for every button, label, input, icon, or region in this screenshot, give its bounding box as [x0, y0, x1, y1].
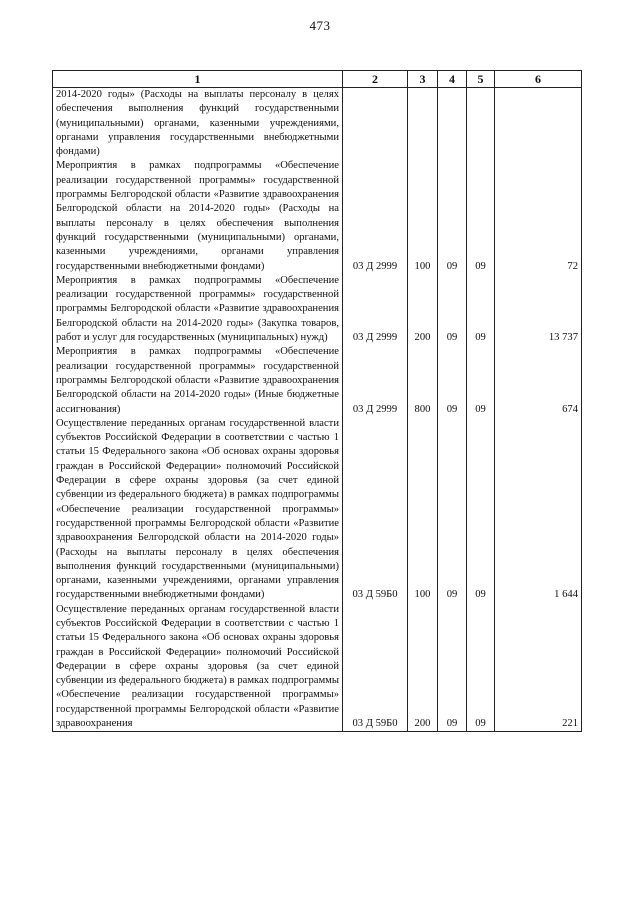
- row-subsection: 09: [467, 274, 495, 345]
- row-description: Мероприятия в рамках подпрограммы «Обеспечение реализации государственной программы» государственной программы Белгородской области «Развитие здравоохранения Белгородской области на 2014-2020 годы» (Иные бюджетные ассигнования): [53, 345, 343, 416]
- table-row: [53, 345, 582, 416]
- row-subsection: 09: [467, 603, 495, 732]
- row-code: [343, 88, 408, 160]
- column-header-3: 3: [408, 71, 438, 88]
- table-row: [53, 417, 582, 603]
- row-section: 09: [438, 417, 467, 603]
- page-number: 473: [309, 18, 331, 33]
- row-description: Осуществление переданных органам государственной власти субъектов Российской Федерации в соответствии с частью 1 статьи 15 Федерального закона «Об основах охраны здоровья граждан в Российской Федерации» полномочий Российской Федерации в сфере охраны здоровья (за счет единой субвенции из федерального бюджета) в рамках подпрограммы «Обеспечение реализации государственной программы» государственной программы Белгородской области «Развитие здравоохранения: [53, 603, 343, 732]
- row-code: 03 Д 59Б0: [343, 417, 408, 603]
- row-description: Мероприятия в рамках подпрограммы «Обеспечение реализации государственной программы» государственной программы Белгородской области «Развитие здравоохранения Белгородской области на 2014-2020 годы» (Закупка товаров, работ и услуг для государственных (муниципальных) нужд): [53, 274, 343, 345]
- table-row: [53, 274, 582, 345]
- row-expense-type: [408, 88, 438, 160]
- row-expense-type: 200: [408, 603, 438, 732]
- row-amount: 72: [495, 159, 582, 273]
- row-subsection: 09: [467, 345, 495, 416]
- column-header-5: 5: [467, 71, 495, 88]
- row-amount: 674: [495, 345, 582, 416]
- row-code: 03 Д 2999: [343, 159, 408, 273]
- row-section: 09: [438, 159, 467, 273]
- row-subsection: 09: [467, 159, 495, 273]
- row-section: 09: [438, 345, 467, 416]
- row-code: 03 Д 2999: [343, 345, 408, 416]
- column-header-4: 4: [438, 71, 467, 88]
- row-section: 09: [438, 603, 467, 732]
- row-amount: 221: [495, 603, 582, 732]
- row-expense-type: 100: [408, 417, 438, 603]
- row-amount: [495, 88, 582, 160]
- table-row: [53, 603, 582, 732]
- row-subsection: [467, 88, 495, 160]
- row-amount: 13 737: [495, 274, 582, 345]
- column-header-1: 1: [53, 71, 343, 88]
- row-code: 03 Д 59Б0: [343, 603, 408, 732]
- row-expense-type: 800: [408, 345, 438, 416]
- table-header-row: [53, 71, 582, 88]
- row-description: 2014-2020 годы» (Расходы на выплаты персоналу в целях обеспечения выполнения функций государственными (муниципальными) органами, казенными учреждениями, органами управления государственными внебюджетными фондами): [53, 88, 343, 160]
- column-header-6: 6: [495, 71, 582, 88]
- row-section: [438, 88, 467, 160]
- row-amount: 1 644: [495, 417, 582, 603]
- row-code: 03 Д 2999: [343, 274, 408, 345]
- table-row: [53, 159, 582, 273]
- row-section: 09: [438, 274, 467, 345]
- row-description: Мероприятия в рамках подпрограммы «Обеспечение реализации государственной программы» государственной программы Белгородской области «Развитие здравоохранения Белгородской области на 2014-2020 годы» (Расходы на выплаты персоналу в целях обеспечения выполнения функций государственными (муниципальными) органами, казенными учреждениями, органами управления государственными внебюджетными фондами): [53, 159, 343, 273]
- row-description: Осуществление переданных органам государственной власти субъектов Российской Федерации в соответствии с частью 1 статьи 15 Федерального закона «Об основах охраны здоровья граждан в Российской Федерации» полномочий Российской Федерации в сфере охраны здоровья (за счет единой субвенции из федерального бюджета) в рамках подпрограммы «Обеспечение реализации государственной программы» государственной программы Белгородской области «Развитие здравоохранения Белгородской области на 2014-2020 годы» (Расходы на выплаты персоналу в целях обеспечения выполнения функций государственными (муниципальными) органами, казенными учреждениями, органами управления государственными внебюджетными фондами): [53, 417, 343, 603]
- table-row: [53, 88, 582, 160]
- row-subsection: 09: [467, 417, 495, 603]
- row-expense-type: 200: [408, 274, 438, 345]
- budget-table: [52, 70, 582, 732]
- row-expense-type: 100: [408, 159, 438, 273]
- column-header-2: 2: [343, 71, 408, 88]
